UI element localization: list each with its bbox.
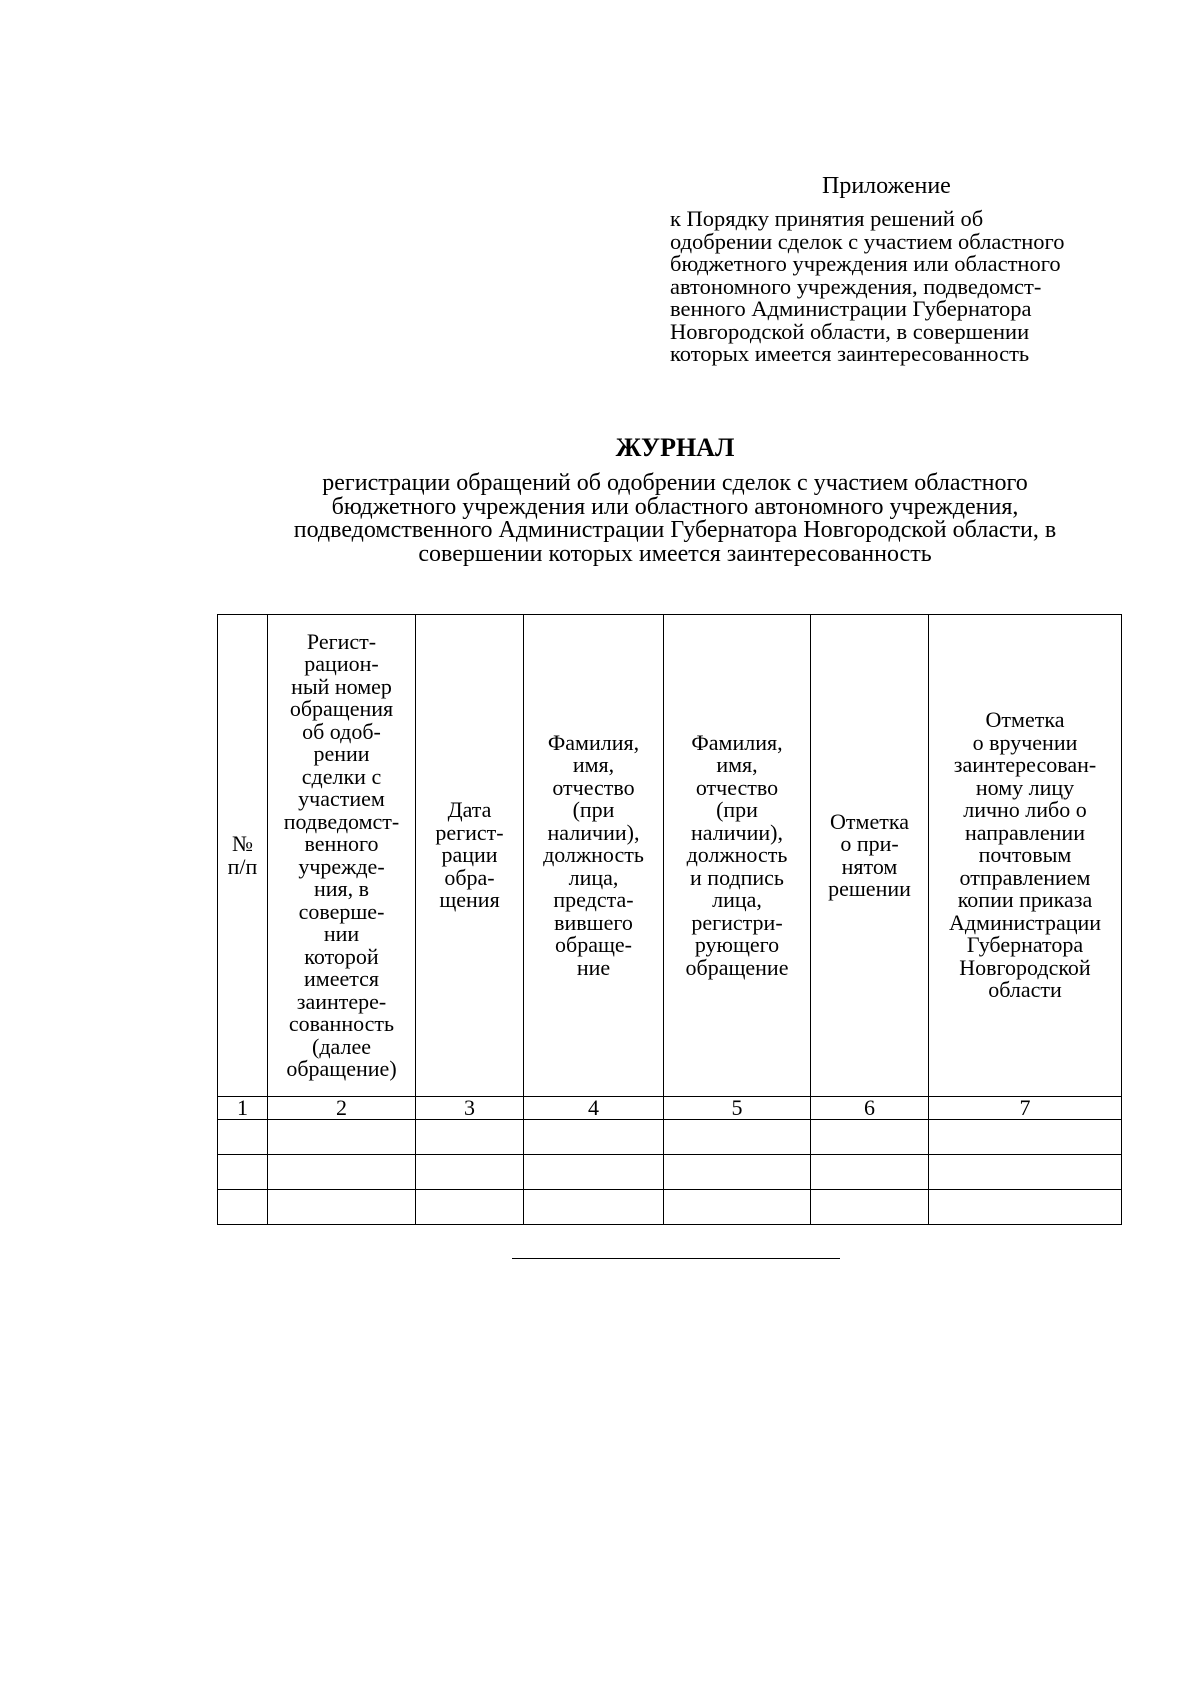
table-cell bbox=[664, 1120, 811, 1155]
table-row bbox=[218, 1120, 1122, 1155]
table-row bbox=[218, 1155, 1122, 1190]
column-number: 5 bbox=[664, 1097, 811, 1120]
subtitle-line: бюджетного учреждения или областного автономного учреждения, bbox=[331, 493, 1019, 520]
table-cell bbox=[524, 1190, 664, 1225]
table-cell bbox=[218, 1120, 268, 1155]
table-cell bbox=[811, 1120, 929, 1155]
table-cell bbox=[811, 1190, 929, 1225]
header-cell-registrar: Фамилия, имя, отчество (при наличии), должность и подпись лица, регистри- рующего обращение bbox=[664, 615, 811, 1097]
header-cell-submitter: Фамилия, имя, отчество (при наличии), должность лица, предста- вившего обраще- ние bbox=[524, 615, 664, 1097]
appendix-line: венного Администрации Губернатора bbox=[670, 296, 1032, 321]
table-cell bbox=[524, 1155, 664, 1190]
appendix-line: автономного учреждения, подведомст- bbox=[670, 273, 1042, 299]
table-cell bbox=[268, 1120, 416, 1155]
column-number: 4 bbox=[524, 1097, 664, 1120]
table-cell bbox=[268, 1155, 416, 1190]
table-cell bbox=[929, 1190, 1122, 1225]
appendix-line: к Порядку принятия решений об bbox=[670, 206, 984, 231]
document-subtitle bbox=[0, 472, 1200, 566]
header-cell-number: № п/п bbox=[218, 615, 268, 1097]
column-number: 3 bbox=[416, 1097, 524, 1120]
table-cell bbox=[416, 1155, 524, 1190]
table-cell bbox=[811, 1155, 929, 1190]
subtitle-line: регистрации обращений об одобрении сделок с участием областного bbox=[322, 470, 1028, 496]
column-number-row bbox=[218, 1097, 1122, 1120]
journal-table bbox=[217, 614, 1122, 1225]
appendix-line: бюджетного учреждения или областного bbox=[670, 251, 1061, 276]
table-cell bbox=[929, 1120, 1122, 1155]
appendix-text bbox=[670, 208, 1130, 366]
table-cell bbox=[664, 1190, 811, 1225]
document-title: ЖУРНАЛ bbox=[615, 433, 735, 462]
appendix-line: одобрении сделок с участием областного bbox=[670, 228, 1065, 254]
subtitle-line: совершении которых имеется заинтересованность bbox=[418, 540, 932, 567]
table-cell bbox=[929, 1155, 1122, 1190]
appendix-line: которых имеется заинтересованность bbox=[670, 341, 1030, 366]
table-row bbox=[218, 1190, 1122, 1225]
closing-line bbox=[512, 1258, 840, 1259]
header-cell-delivery-mark: Отметка о вручении заинтересован- ному лицу лично либо о направлении почтовым отправлением копии приказа Администрации Губернатора Новгородской области bbox=[929, 615, 1122, 1097]
column-number: 2 bbox=[268, 1097, 416, 1120]
table-cell bbox=[524, 1120, 664, 1155]
header-cell-registration-date: Дата регист- рации обра- щения bbox=[416, 615, 524, 1097]
table-cell bbox=[416, 1190, 524, 1225]
table-cell bbox=[664, 1155, 811, 1190]
table-cell bbox=[416, 1120, 524, 1155]
column-number: 7 bbox=[929, 1097, 1122, 1120]
header-cell-registration-number: Регист- рацион- ный номер обращения об одоб- рении сделки с участием подведомст- венного учрежде- ния, в соверше- нии которой имеется заинтере- сованность (далее обращение) bbox=[268, 615, 416, 1097]
table-cell bbox=[218, 1155, 268, 1190]
subtitle-line: подведомственного Администрации Губернатора Новгородской области, в bbox=[293, 517, 1057, 543]
table-cell bbox=[218, 1190, 268, 1225]
appendix-line: Новгородской области, в совершении bbox=[670, 318, 1030, 344]
header-cell-decision-mark: Отметка о при- нятом решении bbox=[811, 615, 929, 1097]
table-cell bbox=[268, 1190, 416, 1225]
appendix-title: Приложение bbox=[822, 173, 951, 199]
table-header-row bbox=[218, 615, 1122, 1097]
column-number: 1 bbox=[218, 1097, 268, 1120]
column-number: 6 bbox=[811, 1097, 929, 1120]
